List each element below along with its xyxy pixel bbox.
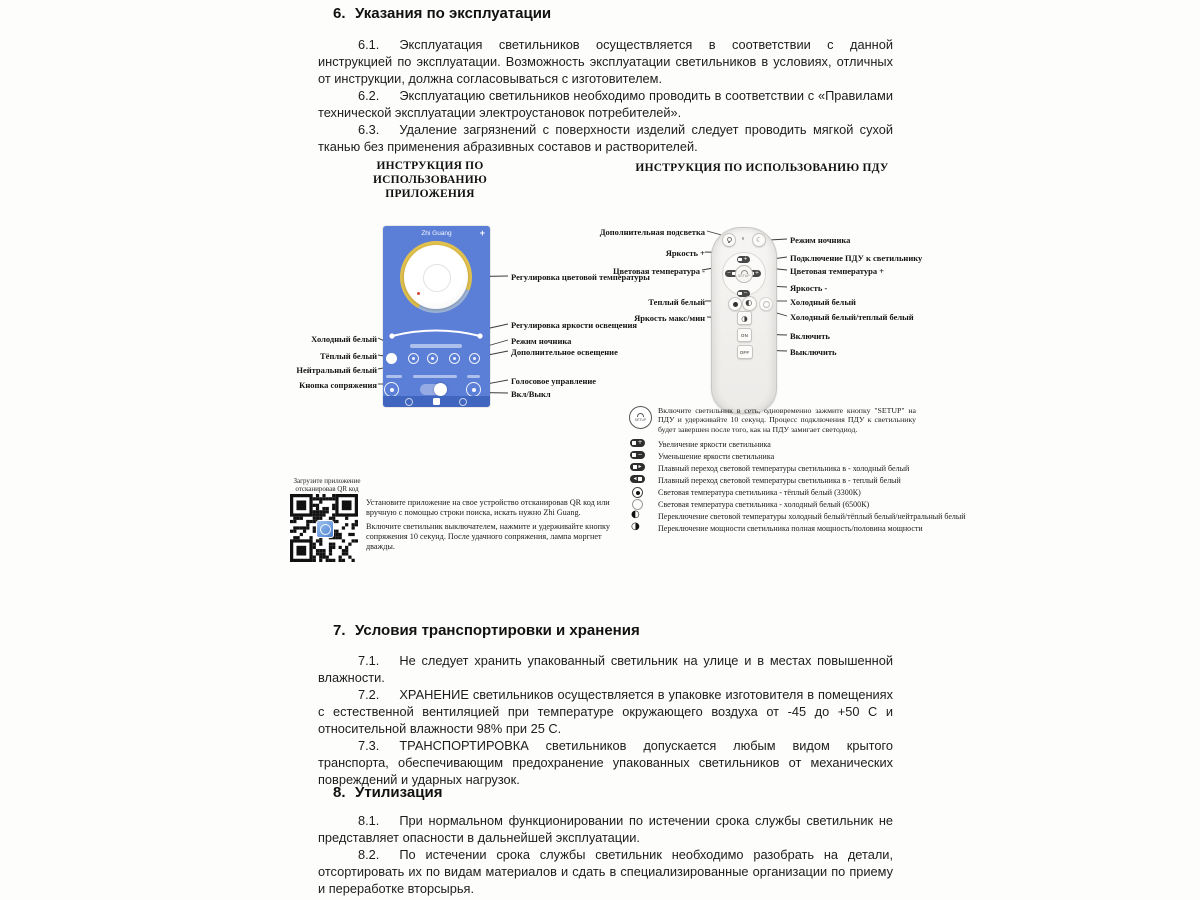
paragraph-6-2: 6.2. Эксплуатацию светильников необходимо проводить в соответствии с «Правилами технической эксплуатации электроустановок потребителей». [318, 88, 893, 120]
remote-label-warm-white: Теплый белый [648, 297, 705, 307]
app-label-color-temp: Регулировка цветовой температуры [511, 272, 650, 282]
qr-paragraph-1: Установите приложение на свое устройство отсканировав QR код или вручную с помощью строки поиска, искать нужно Zhi Guang. [366, 498, 610, 517]
qr-caption: Загрузите приложение отсканировав QR код [293, 477, 361, 494]
dot-filled-icon [632, 487, 643, 498]
on-off-toggle [420, 384, 446, 395]
off-button: OFF [737, 345, 753, 359]
remote-label-extra-backlight: Дополнительная подсветка [599, 227, 705, 237]
dial-indicator-dot [417, 292, 420, 295]
app-label-cold-white: Холодный белый [311, 334, 377, 344]
qr-logo [316, 520, 334, 538]
remote-label-color-temp-plus: Цветовая температура + [790, 266, 885, 276]
qr-code [290, 494, 358, 562]
paragraph-7-3: 7.3. ТРАНСПОРТИРОВКА светильников допускается любым видом крытого транспорта, обеспечивающим предохранение упакованных светильников от механических повреждений и ударных нагрузок. [318, 738, 893, 787]
paragraph-6-1: 6.1. Эксплуатация светильников осуществляется в соответствии с данной инструкцией по эксплуатации. Возможность эксплуатации светильников в условиях, отличных от инструкции, должна согласовываться с изготовителем. [318, 37, 893, 86]
paragraph-8-2: 8.2. По истечении срока службы светильник необходимо разобрать на детали, отсортировать их по видам материалов и сдать в специализированные организации по приему и переработке вторсырья. [318, 847, 893, 896]
remote-label-color-temp-minus: Цветовая температура - [612, 266, 705, 276]
on-button: ON [737, 328, 752, 342]
voice-caption [467, 375, 480, 378]
half-right-icon: ◑ [631, 521, 640, 532]
toggle-caption [413, 375, 457, 378]
extra-light-bulb-icon [469, 353, 480, 364]
app-mockup [383, 226, 490, 407]
paragraph-7-2: 7.2. ХРАНЕНИЕ светильников осуществляется в упаковке изготовителя в помещениях с естественной вентиляцией при температуре окружающего воздуха от -45 до +50 С и относительной влажности 98% при 25 С. [318, 687, 893, 736]
remote-label-cold-white: Холодный белый [790, 297, 856, 307]
legend-item-text: Световая температура светильника - холодный белый (6500К) [658, 500, 870, 509]
slider-caption-text [410, 344, 462, 348]
remote-label-brightness-minus: Яркость - [790, 283, 828, 293]
remote-label-cold-warm: Холодный белый/теплый белый [790, 312, 914, 322]
dial-inner-ring [423, 264, 451, 292]
pairing-button-icon [384, 382, 399, 397]
night-mode-clock-icon [449, 353, 460, 364]
legend-item-text: Плавный переход световой температуры светильника в - теплый белый [658, 476, 901, 485]
wifi-icon [741, 270, 748, 274]
pill-left-icon: ◂ [630, 475, 645, 483]
nav-right-icon [459, 398, 467, 406]
power-half-button: ◑ [737, 311, 752, 325]
app-instruction-heading: ИНСТРУКЦИЯ ПО ИСПОЛЬЗОВАНИЮ ПРИЛОЖЕНИЯ [372, 160, 487, 200]
app-label-warm-white: Тёплый белый [320, 351, 377, 361]
pair-button-caption [386, 375, 402, 378]
remote-label-turn-on: Включить [790, 331, 830, 341]
warm-white-button [728, 297, 742, 311]
section-7-heading: 7. Условия транспортировки и хранения [333, 622, 640, 639]
pill-right-icon: ▸ [630, 463, 645, 471]
pill-minus-icon: − [630, 451, 645, 459]
cold-warm-switch-button: ◐ [742, 296, 757, 311]
pill-plus-icon: + [630, 439, 645, 447]
legend-setup-note: Включите светильник в сеть, одновременно зажмите кнопку "SETUP" на ПДУ и удерживайте 10 секунд. Процесс подключения ПДУ к светильнику будет завершен после того, как на ПДУ замигает светодиод. [658, 406, 916, 434]
brightness-minus-button: − [737, 290, 750, 297]
app-label-on-off: Вкл/Выкл [511, 389, 551, 399]
color-temp-plus-button: + [748, 270, 761, 277]
remote-mockup [711, 227, 777, 414]
toggle-knob [434, 383, 447, 396]
legend-item-text: Плавный переход световой температуры светильника в - холодный белый [658, 464, 910, 473]
brightness-plus-button: + [737, 256, 750, 263]
qr-paragraph-2: Включите светильник выключателем, нажмите и удерживайте кнопку сопряжения 10 секунд. После удачного сопряжения, лампа моргнет дважды. [366, 522, 610, 551]
cold-white-icon [408, 353, 419, 364]
legend-item-text: Переключение световой температуры холодный белый/тёплый белый/нейтральный белый [658, 512, 966, 521]
half-left-icon: ◐ [631, 509, 640, 520]
legend-item-text: Увеличение яркости светильника [658, 440, 771, 449]
extra-backlight-bulb-icon [722, 233, 736, 247]
remote-instruction-heading: ИНСТРУКЦИЯ ПО ИСПОЛЬЗОВАНИЮ ПДУ [635, 162, 889, 174]
app-bottom-nav [383, 396, 490, 407]
paragraph-6-3: 6.3. Удаление загрязнений с поверхности изделий следует проводить мягкой сухой тканью без применения абразивных составов и растворителей. [318, 122, 893, 154]
led-dot [742, 237, 745, 240]
voice-control-bulb-icon [466, 382, 481, 397]
legend-item-text: Уменьшение яркости светильника [658, 452, 775, 461]
color-temp-minus-button: − [725, 270, 738, 277]
nav-grid-icon [433, 398, 440, 405]
app-label-voice-control: Голосовое управление [511, 376, 597, 386]
plus-icon: + [479, 228, 485, 238]
app-label-neutral-white: Нейтральный белый [296, 365, 377, 375]
warm-white-icon [386, 353, 397, 364]
color-temperature-dial [400, 241, 472, 313]
legend-item-text: Световая температура светильника - тёплый белый (3300К) [658, 488, 861, 497]
setup-button: SETUP [735, 265, 753, 283]
app-label-extra-light: Дополнительное освещение [511, 347, 618, 357]
setup-legend-icon: SETUP [629, 406, 652, 429]
remote-label-brightness-maxmin: Яркость макс/мин [634, 313, 705, 323]
dial-face [404, 245, 468, 309]
remote-label-pairing: Подключение ПДУ к светильнику [790, 253, 923, 263]
neutral-white-icon [427, 353, 438, 364]
paragraph-7-1: 7.1. Не следует хранить упакованный светильник на улице и в местах повышенной влажности. [318, 653, 893, 685]
app-label-pairing-button: Кнопка сопряжения [299, 380, 377, 390]
app-label-night-mode: Режим ночника [511, 336, 572, 346]
remote-label-brightness-plus: Яркость + [665, 248, 705, 258]
remote-label-night-mode: Режим ночника [790, 235, 851, 245]
nav-left-icon [405, 398, 413, 406]
legend-item-text: Переключение мощности светильника полная мощность/половина мощности [658, 524, 923, 533]
cold-white-button [759, 297, 773, 311]
section-8-heading: 8. Утилизация [333, 784, 443, 801]
app-title: Zhi Guang [421, 230, 452, 237]
section-6-heading: 6. Указания по эксплуатации [333, 5, 552, 22]
wifi-icon [637, 413, 644, 417]
remote-label-turn-off: Выключить [790, 347, 837, 357]
paragraph-8-1: 8.1. При нормальном функционировании по истечении срока службы светильник не представляет опасности в дальнейшей эксплуатации. [318, 813, 893, 845]
night-mode-moon-icon: ☾ [752, 233, 766, 247]
app-label-brightness: Регулировка яркости освещения [511, 320, 637, 330]
